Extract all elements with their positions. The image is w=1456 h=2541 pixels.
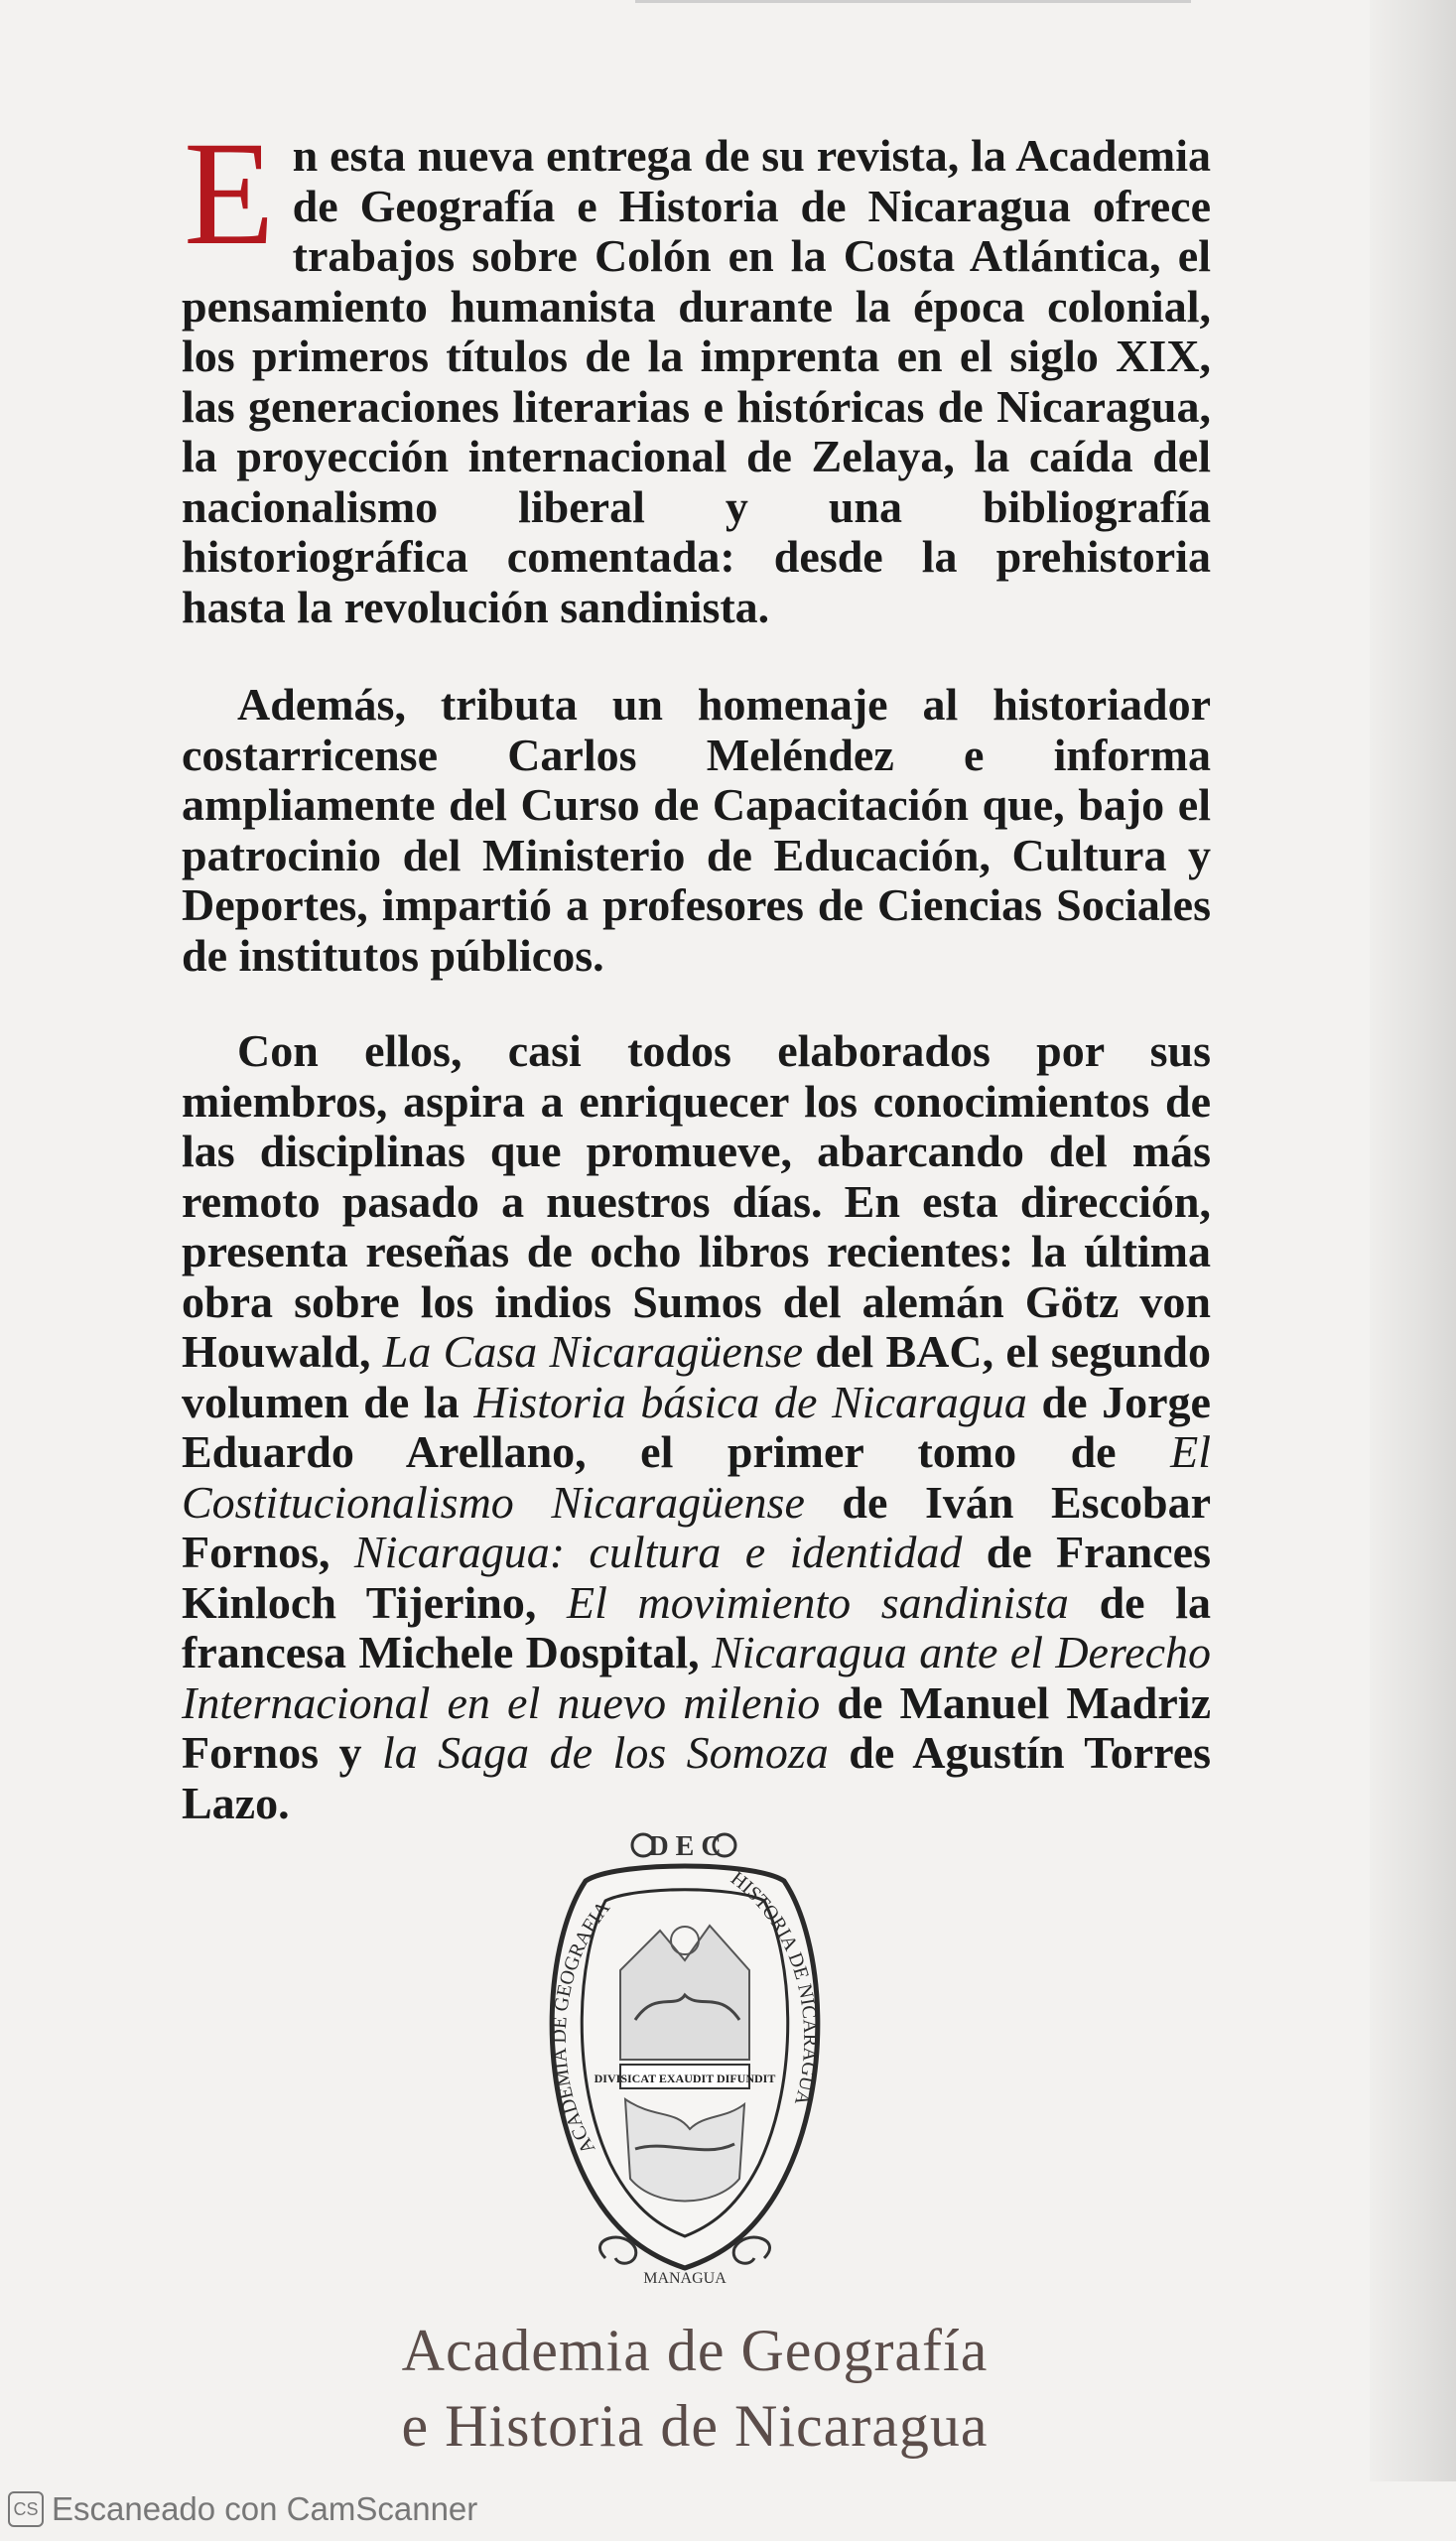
book-title: Nicaragua ante el Derecho Internacional en el nuevo milenio: [182, 1627, 1212, 1728]
para3-text: de Frances Kinloch Tijerino,: [182, 1527, 1211, 1628]
page-top-edge: [635, 0, 1191, 3]
page-edge-shadow: [1370, 0, 1456, 2491]
seal-motto: DIVISICAT EXAUDIT DIFUNDIT: [594, 2072, 776, 2085]
camscanner-icon: CS: [8, 2491, 44, 2527]
paragraph-3: [182, 1026, 1211, 1828]
academy-seal: [526, 1821, 844, 2298]
seal-top-text: D E C: [648, 1831, 722, 1862]
para3-text: de Iván Escobar Fornos,: [182, 1476, 1211, 1577]
book-title: El Costitucionalismo Nicaragüense: [182, 1426, 1211, 1528]
book-title: La Casa Nicaragüense: [382, 1326, 804, 1377]
seal-bottom-text: MANAGUA: [643, 2270, 727, 2287]
scanner-watermark: [8, 2489, 477, 2529]
paragraph-2: Además, tributa un homenaje al historiador costarricense Carlos Meléndez e informa ampliamente del Curso de Capacitación que, bajo el patrocinio del Ministerio de Educación, Cultura y Deportes, impartió a profesores de Ciencias Sociales de institutos públicos.: [182, 679, 1211, 981]
seal-right-text: HISTORIA DE NICARAGUA: [727, 1867, 822, 2108]
academy-name: [298, 2313, 1092, 2464]
academy-name-line-2: e Historia de Nicaragua: [401, 2393, 989, 2459]
scanner-label: Escaneado con CamScanner: [52, 2490, 478, 2527]
para3-text: del BAC, el segundo volumen de la: [182, 1326, 1211, 1427]
paragraph-1: [182, 111, 1211, 632]
paragraph-1-text: n esta nueva entrega de su revista, la Academia de Geografía e Historia de Nicaragua ofrece trabajos sobre Colón en la Costa Atlántica, el pensamiento humanista durante la época colonial, los primeros títulos de la imprenta en el siglo XIX, las generaciones literarias e históricas de Nicaragua, la proyección internacional de Zelaya, la caída del nacionalismo liberal y una bibliografía historiográfica comentada: desde la prehistoria hasta la revolución sandinista.: [182, 130, 1211, 632]
drop-cap: E: [184, 111, 275, 276]
para3-text: Con ellos, casi todos elaborados por sus miembros, aspira a enriquecer los conocimientos de las disciplinas que promueve, abarcando del más remoto pasado a nuestros días. En esta dirección, presenta reseñas de ocho libros recientes: la última obra sobre los indios Sumos del alemán Götz von Houwald,: [182, 1025, 1211, 1377]
para3-text: de Agustín Torres Lazo.: [182, 1727, 1212, 1828]
para3-text: de Jorge Eduardo Arellano, el primer tomo de: [182, 1376, 1211, 1477]
seal-left-text: ACADEMIA DE GEOGRAFIA: [548, 1897, 615, 2158]
book-title: El movimiento sandinista: [567, 1576, 1069, 1628]
academy-name-line-1: Academia de Geografía: [401, 2318, 989, 2383]
body-text: [182, 111, 1212, 1828]
book-title: Historia básica de Nicaragua: [473, 1376, 1027, 1427]
book-title: la Saga de los Somoza: [381, 1727, 829, 1778]
book-title: Nicaragua: cultura e identidad: [353, 1527, 963, 1577]
para3-text: de Manuel Madriz Fornos y: [182, 1676, 1211, 1778]
para3-text: de la francesa Michele Dospital,: [182, 1576, 1211, 1677]
